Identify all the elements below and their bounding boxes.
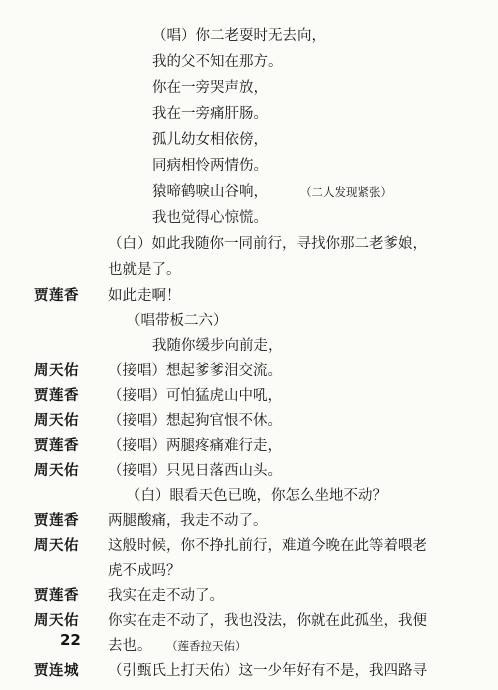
line-text: 去也。 [108,638,152,654]
line-text: 猿啼鹤唳山谷响， [152,184,268,200]
line-text: 你在一旁哭声放， [152,80,268,96]
stage-direction: （二人发现紧张） [300,185,392,199]
script-line [0,507,498,535]
script-line [0,100,498,128]
line-text: （接唱）想起狗官恨不休。 [108,413,282,429]
script-line [0,382,498,410]
line-text: 同病相怜两情伤。 [152,158,268,174]
line-text: （唱）你二老耍时无去向， [152,28,326,44]
script-line [0,332,498,360]
line-text: 如此走啊！ [108,288,181,304]
script-line [0,432,498,460]
script-line [0,74,498,102]
script-line [0,557,498,585]
line-text: （白）眼看天色已晚，你怎么坐地不动？ [126,488,387,504]
stage-direction: （莲香拉天佑） [166,639,247,653]
line-text: 我也觉得心惊慌。 [152,210,268,226]
line-text: （接唱）可怕猛虎山中吼， [108,388,282,404]
speaker-name: 贾连城 [34,662,79,679]
script-line [0,407,498,435]
script-line [0,152,498,180]
script-line [0,22,498,50]
line-text: 我在一旁痛肝肠。 [152,106,268,122]
speaker-name: 周天佑 [34,537,79,554]
line-text: 这般时候，你不挣扎前行，难道今晚在此等着喂老 [108,538,427,554]
line-text: （接唱）想起爹爹泪交流。 [108,363,282,379]
speaker-name: 周天佑 [34,412,79,429]
script-line [0,178,498,206]
speaker-name: 贾莲香 [34,587,79,604]
line-text: 虎不成吗？ [108,563,181,579]
script-line [0,48,498,76]
speaker-name: 贾莲香 [34,387,79,404]
script-line [0,282,498,310]
speaker-name: 周天佑 [34,612,79,629]
script-line [0,357,498,385]
line-text: （引甄氏上打天佑）这一少年好有不是，我四路寻 [108,663,427,679]
script-line [0,126,498,154]
speaker-name: 贾莲香 [34,437,79,454]
line-text: （唱带板二六） [126,313,228,329]
script-line [0,582,498,610]
script-line [0,307,498,335]
line-text: 也就是了。 [108,262,181,278]
line-text: 两腿酸痛，我走不动了。 [108,513,268,529]
script-line [0,457,498,485]
line-text: （接唱）只见日落西山头。 [108,463,282,479]
line-text: 你实在走不动了，我也没法，你就在此孤坐，我便 [108,613,427,629]
speaker-name: 周天佑 [34,362,79,379]
script-line [0,657,498,685]
speaker-name: 贾莲香 [34,287,79,304]
script-line [0,482,498,510]
speaker-name: 周天佑 [34,462,79,479]
script-line [0,230,498,258]
line-text: 我的父不知在那方。 [152,54,283,70]
line-text: 我随你缓步向前走， [152,338,283,354]
line-text: （白）如此我随你一同前行，寻找你那二老爹娘， [108,236,427,252]
line-text: 孤儿幼女相依傍， [152,132,268,148]
speaker-name: 贾莲香 [34,512,79,529]
script-line [0,256,498,284]
script-line [0,532,498,560]
script-line [0,204,498,232]
line-text: （接唱）两腿疼痛难行走， [108,438,282,454]
line-text: 我实在走不动了。 [108,588,224,604]
page-number: 22 [60,631,81,649]
